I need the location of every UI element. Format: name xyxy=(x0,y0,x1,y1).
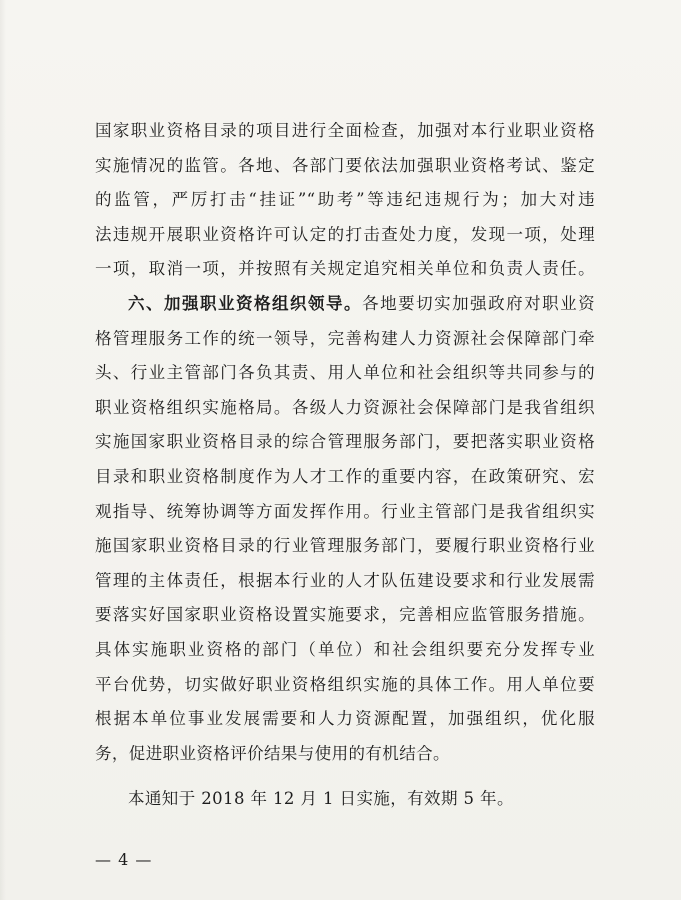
body-line: 的监管，严厉打击“挂证”“助考”等违纪违规行为；加大对违 xyxy=(95,190,595,210)
body-line: 观指导、统筹协调等方面发挥作用。行业主管部门是我省组织实 xyxy=(95,501,595,521)
body-line: 根据本单位事业发展需要和人力资源配置，加强组织，优化服 xyxy=(95,709,595,729)
body-line: 目录和职业资格制度作为人才工作的重要内容，在政策研究、宏 xyxy=(95,466,595,486)
body-line: 职业资格组织实施格局。各级人力资源社会保障部门是我省组织 xyxy=(95,397,595,417)
body-line: 具体实施职业资格的部门（单位）和社会组织要充分发挥专业 xyxy=(95,639,595,659)
body-line: 实施国家职业资格目录的综合管理服务部门，要把落实职业资格 xyxy=(95,432,595,452)
body-line: 平台优势，切实做好职业资格组织实施的具体工作。用人单位要 xyxy=(95,674,595,694)
body-line: 国家职业资格目录的项目进行全面检查，加强对本行业职业资格 xyxy=(95,121,595,140)
page-number: — 4 — xyxy=(95,850,153,869)
body-line: 法违规开展职业资格许可认定的打击查处力度，发现一项，处理 xyxy=(95,224,595,244)
body-line: 要落实好国家职业资格设置实施要求，完善相应监管服务措施。 xyxy=(95,605,595,625)
document-body xyxy=(95,114,595,771)
section-six-first-line xyxy=(95,287,595,322)
effective-date-notice: 本通知于 2018 年 12 月 1 日实施，有效期 5 年。 xyxy=(128,789,514,808)
body-line: 管理的主体责任，根据本行业的人才队伍建设要求和行业发展需 xyxy=(95,570,595,590)
scan-edge-left xyxy=(0,0,6,900)
body-line: 施国家职业资格目录的行业管理服务部门，要履行职业资格行业 xyxy=(95,536,595,556)
body-line: 头、行业主管部门各负其责、用人单位和社会组织等共同参与的 xyxy=(95,363,595,383)
section-six-first-line-text: 各地要切实加强政府对职业资 xyxy=(362,293,596,313)
section-six-heading: 六、加强职业资格组织领导。 xyxy=(128,293,363,313)
body-line: 实施情况的监管。各地、各部门要依法加强职业资格考试、鉴定 xyxy=(95,155,595,175)
body-line: 一项，取消一项，并按照有关规定追究相关单位和负责人责任。 xyxy=(95,259,595,279)
body-line: 务，促进职业资格评价结果与使用的有机结合。 xyxy=(95,743,450,763)
body-line: 格管理服务工作的统一领导，完善构建人力资源社会保障部门牵 xyxy=(95,328,595,348)
